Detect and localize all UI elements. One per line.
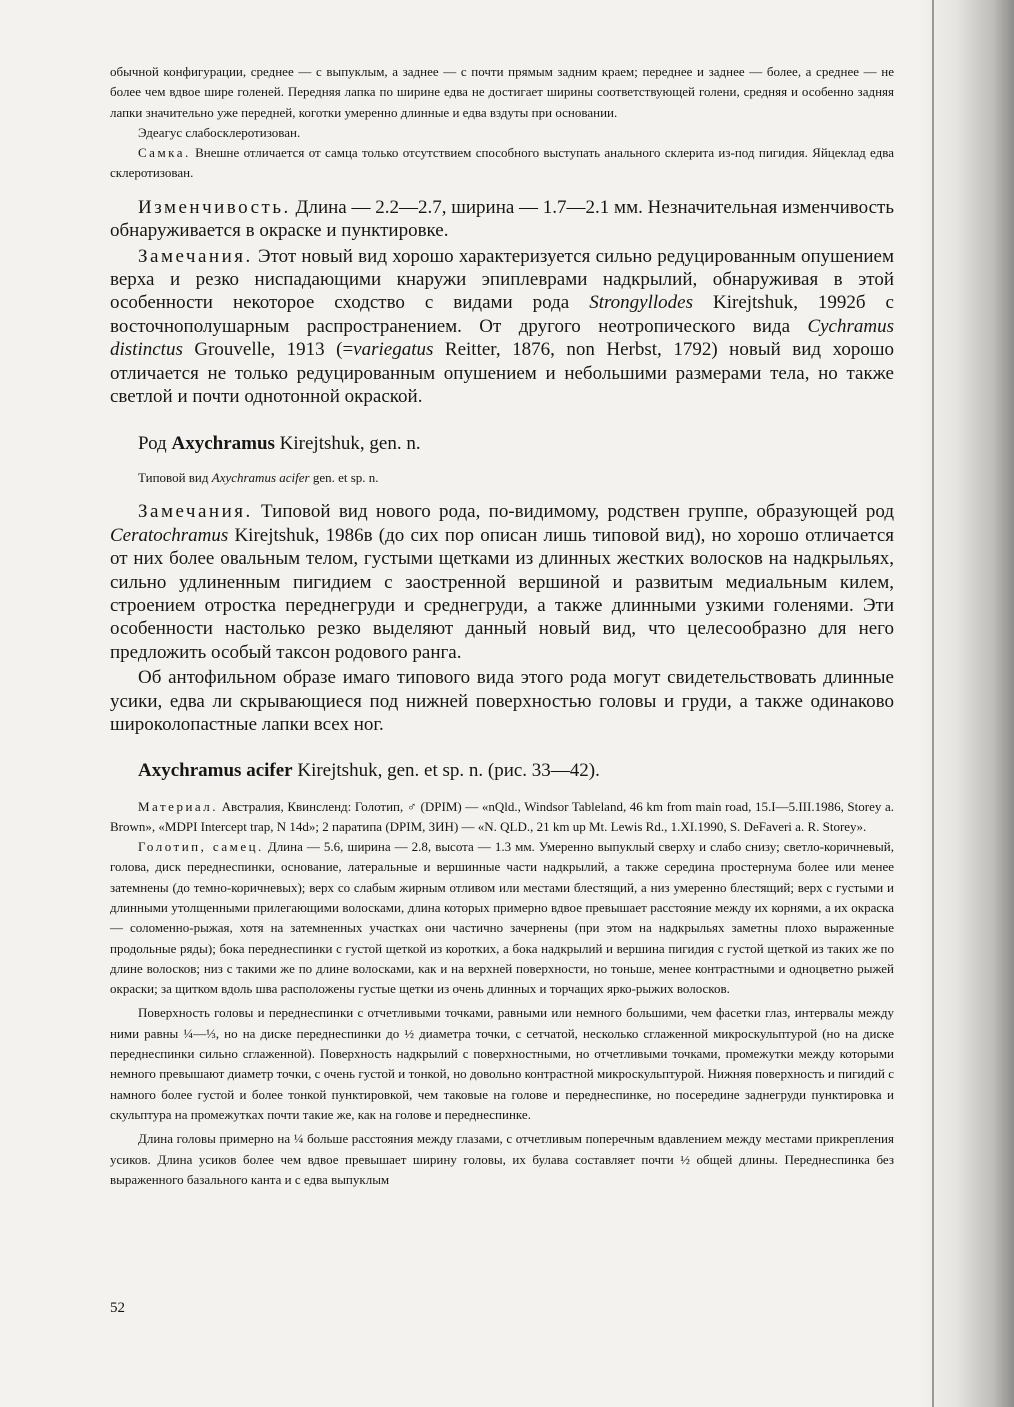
text-remarks-1a: Этот новый вид хорошо характеризуется сильно редуцированным опушением верха и резко ниспадающими кнаружи эпиплеврами надкрылий, обнаруживая в этой особенности некоторое сходство с видами рода [110,245,894,314]
paragraph-female [110,143,894,184]
genus-heading-name: Axychramus [171,433,275,455]
paragraph-head: Длина головы примерно на ¼ больше расстояния между глазами, с отчетливым поперечным вдавлением между местами прикрепления усиков. Длина усиков более чем вдвое превышает ширину головы, их булава составляет почти ½ общей длины. Переднеспинка без выраженного базального канта и с едва выпуклым [110,1131,894,1187]
genus-ceratochramus: Ceratochramus [110,524,229,546]
text-remarks-1c: Grouvelle, 1913 (= [182,339,354,361]
paragraph-legs: обычной конфигурации, среднее — с выпуклым, а заднее — с почти прямым задним краем; переднее и заднее — более, а среднее — не более чем вдвое шире голеней. Передняя лапка по ширине едва не достигает ширины соответствующей голени, средняя и особенно задняя лапки значительно уже передней, коготки умеренно длинные и едва вздуты при основании. [110,64,894,120]
page-body [110,62,894,1190]
paragraph-remarks-1 [110,245,894,409]
label-remarks-2: Замечания. [138,501,253,523]
text-female: Внешне отличается от самца только отсутствием способного выступать анального склерита из-под пигидия. Яйцеклад едва склеротизован. [110,145,894,181]
synonym-variegatus: variegatus [353,339,434,361]
text-remarks-1d: Reitter, 1876, non Herbst, 1792) новый вид хорошо отличается не только редуцированным опушением и небольшими размерами тела, но также светлой и почти однотонной окраской. [110,339,894,408]
paragraph-material [110,797,894,838]
type-species-name: Axychramus acifer [211,470,310,486]
paragraph-variability [110,196,894,243]
species-heading [138,759,894,783]
label-material: Материал. [138,798,219,814]
text-variability: Длина — 2.2—2.7, ширина — 1.7—2.1 мм. Незначительная изменчивость обнаруживается в окраске и пунктировке. [110,196,895,242]
type-species-line [138,470,894,486]
paragraph-remarks-2 [110,500,894,664]
genus-heading [138,432,894,456]
species-cychramus-distinctus: Cychramus distinctus [110,315,894,361]
paragraph-surface: Поверхность головы и переднеспинки с отчетливыми точками, равными или немного большими, чем фасетки глаз, интервалы между ними равны ¼—⅓, но на диске переднеспинки до ½ диаметра точки, с сетчатой, несколько сглаженной микроскульптурой (но на диске переднеспинки сильно сглаженной). Поверхность надкрылий с поверхностными, но отчетливыми точками, промежутки между которыми немного превышают диаметр точки, с очень густой и тонкой, но довольно контрастной микроскульптурой. Нижняя поверхность и пигидий с намного более густой и более тонкой пунктировкой, чем таковые на голове и переднеспинке, но посередине заднегруди пунктировка и скульптура на промежутках почти такие же, как на голове и переднеспинке. [110,1005,894,1122]
species-heading-suffix: Kirejtshuk, gen. et sp. n. (рис. 33—42). [292,759,600,781]
type-species-prefix: Типовой вид [138,470,212,486]
label-female: Самка. [138,145,191,161]
paragraph-aedeagus: Эдеагус слабосклеротизован. [138,124,301,140]
page-number: 52 [110,1300,125,1316]
genus-strongyllodes: Strongyllodes [589,292,694,314]
text-remarks-2b: Kirejtshuk, 1986в (до сих пор описан лишь типовой вид), но хорошо отличается от них более овальным телом, густыми щетками из длинных жестких волосков на надкрыльях, сильно удлиненным пигидием с заостренной вершиной и развитым медиальным килем, строением отростка переднегруди и среднегруди, а также длинными узкими голенями. Эти особенности настолько резко выделяют данный новый вид, что целесообразно для него предложить особый таксон родового ранга. [110,524,894,663]
genus-heading-suffix: Kirejtshuk, gen. n. [274,433,421,455]
text-material: Австралия, Квинсленд: Голотип, ♂ (DPIM) — «nQld., Windsor Tableland, 46 km from main road, 15.I—5.III.1986, Storey a. Brown», «MDPI Intercept trap, N 14d»; 2 паратипа (DPIM, ЗИН) — «N. QLD., 21 km up Mt. Lewis Rd., 1.XI.1990, S. DeFaveri a. R. Storey». [110,798,894,834]
species-heading-name: Axychramus acifer [138,759,293,781]
label-remarks-1: Замечания. [138,245,253,267]
label-variability: Изменчивость. [138,196,291,218]
type-species-suffix: gen. et sp. n. [309,470,379,486]
label-holotype: Голотип, самец. [138,839,264,855]
paragraph-anthophily: Об антофильном образе имаго типового вида этого рода могут свидетельствовать длинные усики, едва ли скрывающиеся под нижней поверхностью головы и груди, а также одинаково широколопастные лапки всех ног. [110,667,894,736]
text-remarks-2a: Типовой вид нового рода, по-видимому, родствен группе, образующей род [252,501,894,523]
text-holotype: Длина — 5.6, ширина — 2.8, высота — 1.3 мм. Умеренно выпуклый сверху и слабо снизу; светло-коричневый, голова, диск переднеспинки, основание, латеральные и вершинные части надкрылий, а также середина простернума более или менее затемнены (до темно-коричневых); верх со слабым жирным отливом или местами блестящий, а низ умеренно блестящий; верх с густыми и длинными утолщенными прилегающими волосками, длина которых примерно вдвое превышает расстояние между их корнями, а их окраска — соломенно-рыжая, хотя на затемненных участках они частично зачернены (при этом на надкрыльях заметны плохо выраженные продольные ряды); бока переднеспинки с густой щеткой из коротких, а бока надкрылий и вершина пигидия с густой щеткой из таких же по длине волосков; низ с такими же по длине волосками, как и на верхней поверхности, но тоньше, менее контрастными и одноцветно рыжей окраски; за щитком вдоль шва расположены густые щетки из очень длинных и торчащих ярко-рыжих волосков. [110,839,895,997]
paragraph-holotype [110,837,894,999]
text-remarks-1b: Kirejtshuk, 1992б с восточнополушарным распространением. От другого неотропического вида [110,292,894,337]
genus-heading-prefix: Род [138,433,172,455]
binding-edge [932,0,934,1407]
